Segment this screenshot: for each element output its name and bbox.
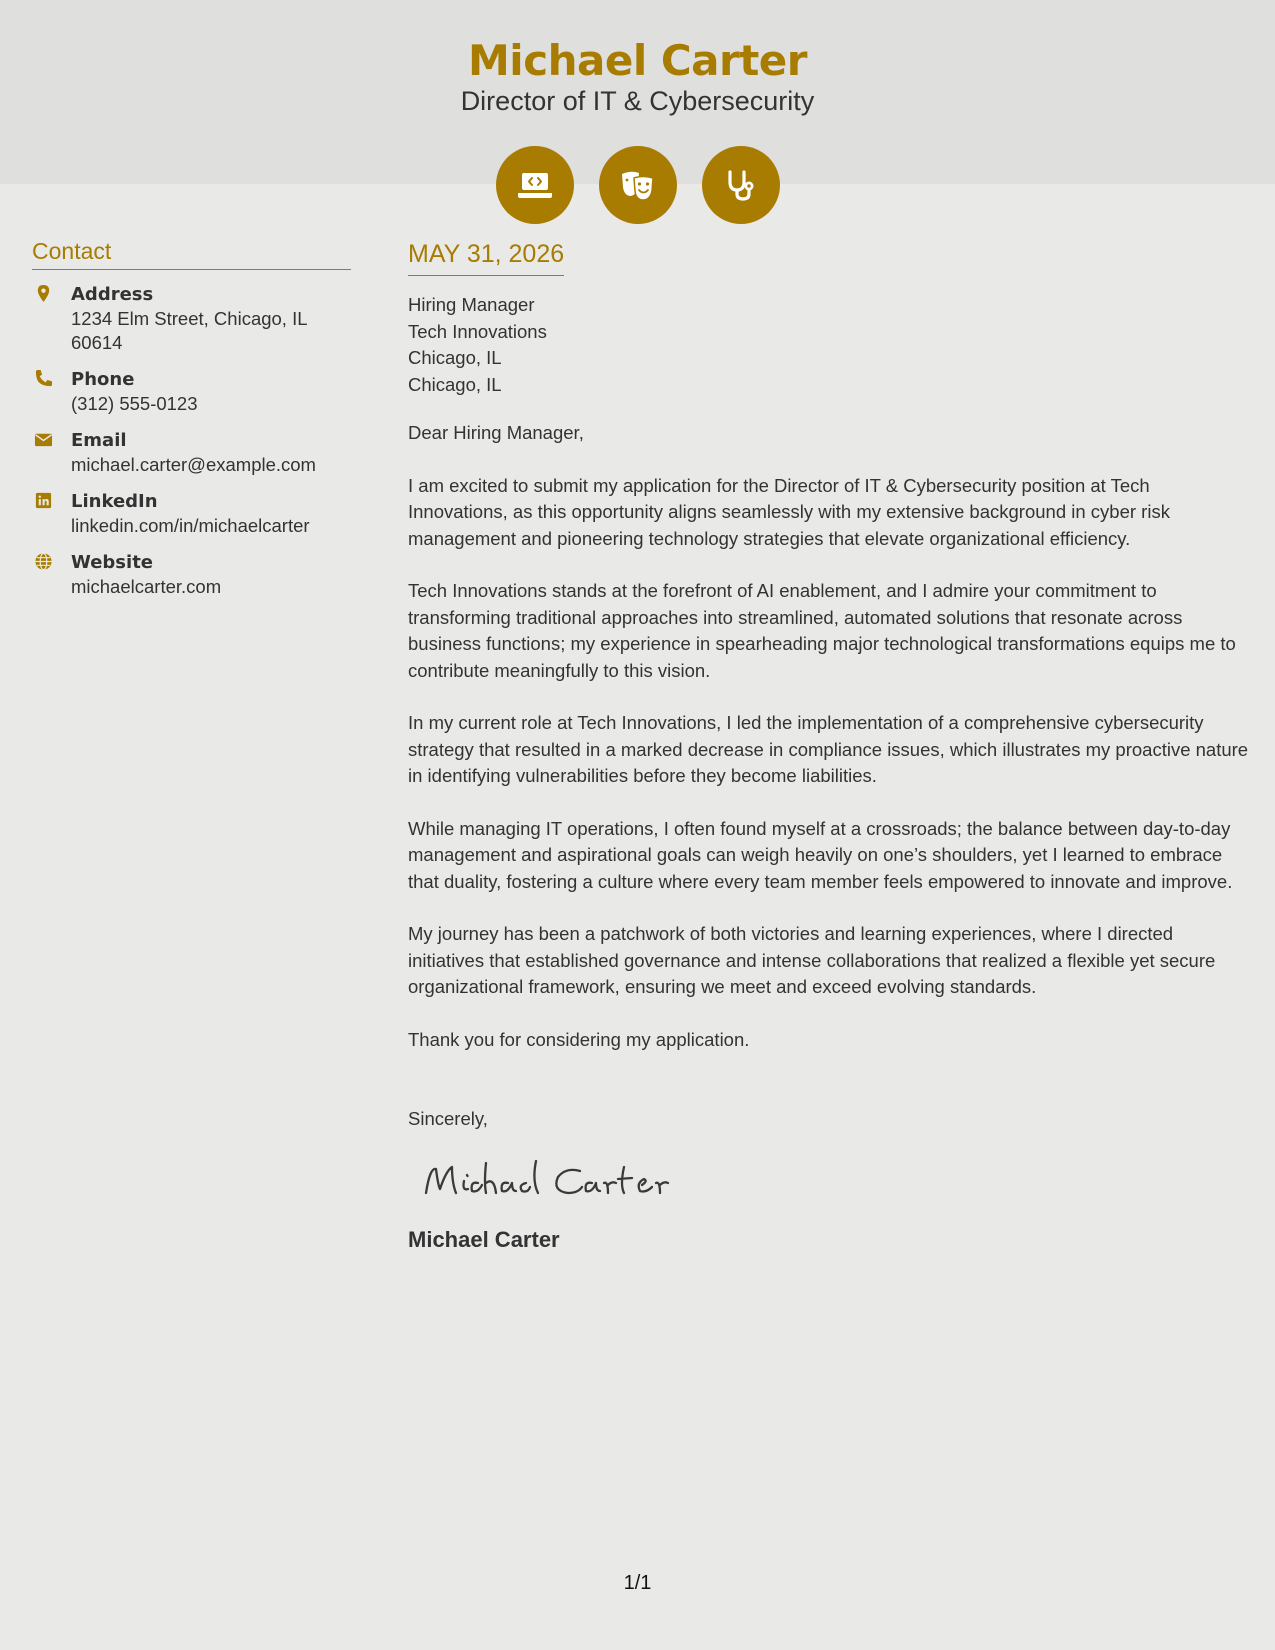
linkedin-link[interactable]: linkedin.com/in/michaelcarter [71, 515, 310, 536]
recipient-line: Chicago, IL [408, 373, 502, 395]
globe-icon [34, 552, 53, 571]
linkedin-icon [34, 491, 53, 510]
salutation: Dear Hiring Manager, [408, 422, 584, 443]
applicant-name: Michael Carter [468, 36, 807, 85]
letter-body [408, 240, 1253, 1253]
page-number: 1/1 [623, 1572, 652, 1594]
thank-you-line: Thank you for considering my application. [408, 1028, 750, 1050]
job-title: Director of IT & Cybersecurity [460, 86, 815, 116]
envelope-icon [34, 430, 53, 449]
contact-label: Address [71, 284, 154, 305]
closing: Sincerely, [408, 1108, 488, 1129]
body-paragraph: Tech Innovations stands at the forefront of AI enablement, and I admire your commitment to transforming traditional approaches into streamlined, automated solutions that resonate across business functions; my experience in spearheading major technological transformations equips me to contribute meaningfully to this vision. [408, 580, 1236, 681]
contact-linkedin [32, 489, 351, 538]
phone-icon [34, 369, 53, 388]
laptop-code-icon [496, 146, 574, 224]
body-paragraph: I am excited to submit my application for the Director of IT & Cybersecurity position at Tech Innovations, as this opportunity aligns seamlessly with my extensive background in cyber risk management and pioneering technology strategies that elevate organizational efficiency. [408, 474, 1170, 549]
handwritten-signature [420, 1155, 680, 1207]
contact-value: (312) 555-0123 [71, 393, 198, 414]
signer-name: Michael Carter [408, 1226, 560, 1252]
contact-email [32, 428, 351, 477]
email-link[interactable]: michael.carter@example.com [71, 454, 316, 475]
recipient-line: Chicago, IL [408, 347, 502, 368]
map-pin-icon [34, 284, 53, 303]
recipient-line: Hiring Manager [408, 294, 535, 315]
contact-website [32, 550, 351, 599]
contact-label: LinkedIn [71, 491, 158, 512]
website-link[interactable]: michaelcarter.com [71, 576, 222, 597]
contact-address [32, 282, 351, 355]
contact-sidebar [32, 238, 351, 599]
contact-phone [32, 367, 351, 416]
contact-label: Phone [71, 369, 135, 390]
contact-label: Website [71, 552, 154, 573]
body-paragraph: While managing IT operations, I often found myself at a crossroads; the balance between day-to-day management and aspirational goals can weigh heavily on one’s shoulders, yet I learned to embrace that duality, fostering a culture where every team member feels empowered to innovate and improve. [408, 817, 1233, 892]
contact-label: Email [71, 430, 127, 451]
header-icon-row [496, 146, 780, 224]
stethoscope-icon [702, 146, 780, 224]
body-paragraph: In my current role at Tech Innovations, I led the implementation of a comprehensive cybersecurity strategy that resulted in a marked decrease in compliance issues, which illustrates my proactive nature in identifying vulnerabilities before they become liabilities. [408, 712, 1249, 786]
body-paragraph: My journey has been a patchwork of both victories and learning experiences, where I directed initiatives that established governance and intense collaborations that realized a flexible yet secure organizational framework, ensuring we meet and exceed evolving standards. [408, 923, 1216, 997]
contact-value: 1234 Elm Street, Chicago, IL 60614 [71, 308, 307, 353]
theater-masks-icon [599, 146, 677, 224]
contact-heading: Contact [32, 238, 351, 270]
recipient-block [408, 292, 1253, 398]
letter-date: MAY 31, 2026 [408, 240, 564, 276]
recipient-line: Tech Innovations [408, 320, 547, 342]
